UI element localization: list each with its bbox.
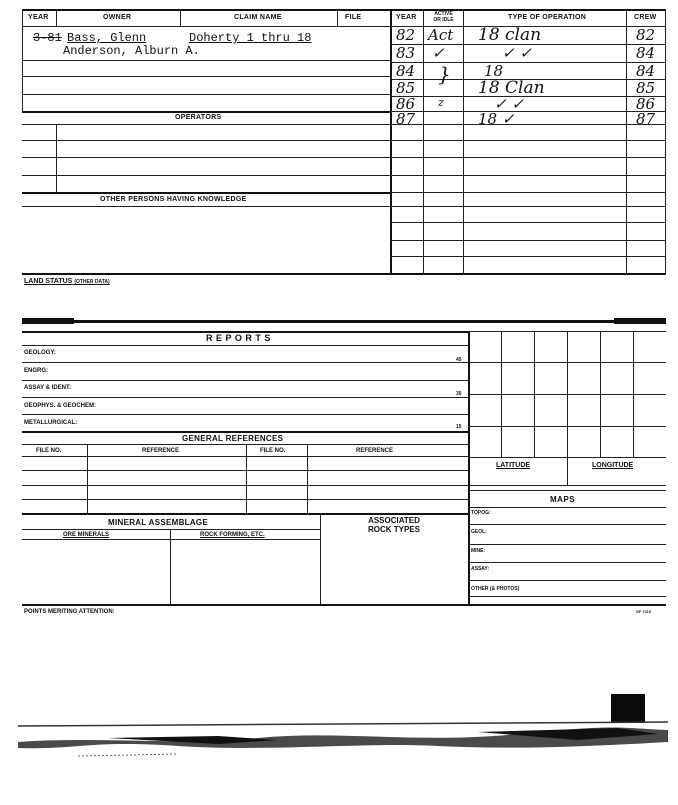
ops-row-1-status: Act: [428, 26, 454, 44]
claim-row-1-claim-name: Doherty 1 thru 18: [189, 31, 312, 45]
ops-header-type-of-operation: TYPE OF OPERATION: [508, 14, 587, 21]
report-metallurgical-num: 15: [456, 424, 462, 430]
ref-col-reference-1: REFERENCE: [142, 448, 180, 454]
maps-title: MAPS: [550, 495, 576, 504]
associated-rock-line1: ASSOCIATED: [368, 516, 420, 525]
report-geology: GEOLOGY:: [24, 350, 56, 356]
longitude-label: LONGITUDE: [592, 462, 634, 469]
general-references-title: GENERAL REFERENCES: [182, 434, 284, 443]
ops-row-2-crew: 84: [636, 44, 656, 62]
land-status: [24, 278, 110, 285]
ops-row-2-operation: ✓ ✓: [502, 44, 532, 62]
report-metallurgical: METALLURGICAL:: [24, 420, 78, 426]
report-geology-num: 45: [456, 357, 462, 363]
claim-row-2-owner: Anderson, Alburn A.: [63, 44, 200, 58]
ops-row-5-operation: ✓ ✓: [494, 95, 524, 113]
maps-other: OTHER (& PHOTOS): [471, 586, 520, 592]
ops-row-6-crew: 87: [636, 110, 656, 128]
maps-topog: TOPOG:: [471, 510, 491, 516]
ref-col-file-no-1: FILE NO.: [36, 448, 62, 454]
ops-row-4-year: 85: [396, 79, 416, 97]
ops-row-2-status: ✓: [432, 44, 445, 62]
maps-assay: ASSAY:: [471, 566, 490, 572]
ops-row-1-year: 82: [396, 26, 416, 44]
mineral-assemblage-title: MINERAL ASSEMBLAGE: [108, 518, 209, 527]
ops-row-1-crew: 82: [636, 26, 656, 44]
ops-header-crew: CREW: [634, 14, 657, 21]
claims-header-file: FILE: [345, 14, 362, 21]
report-geophys: GEOPHYS. & GEOCHEM:: [24, 403, 97, 409]
ops-row-4-crew: 85: [636, 79, 656, 97]
other-persons-label: OTHER PERSONS HAVING KNOWLEDGE: [100, 196, 247, 203]
ops-header-year: YEAR: [396, 14, 417, 21]
ops-row-3-status: }: [438, 62, 451, 86]
reports-title: R E P O R T S: [206, 333, 271, 343]
report-assay-num: 30: [456, 391, 462, 397]
claims-header-claim-name: CLAIM NAME: [234, 14, 282, 21]
rock-forming-label: ROCK FORMING, ETC.: [200, 532, 265, 538]
ops-row-3-year: 84: [396, 62, 416, 80]
ops-row-6-year: 87: [396, 110, 416, 128]
section-divider-bar: [22, 320, 666, 323]
scan-smudge-band: [18, 716, 668, 766]
ref-col-file-no-2: FILE NO.: [260, 448, 286, 454]
associated-rock-line2: ROCK TYPES: [367, 525, 420, 534]
maps-geol: GEOL:: [471, 529, 487, 535]
ops-row-5-status: z: [438, 96, 444, 109]
ops-row-4-operation: 18 Clan: [478, 78, 545, 98]
ops-row-5-year: 86: [396, 95, 416, 113]
ops-row-2-year: 83: [396, 44, 416, 62]
scan-mark-left: [22, 318, 74, 324]
claim-row-1-owner: Bass, Glenn: [67, 31, 147, 45]
maps-mine: MINE:: [471, 548, 486, 554]
ops-row-1-operation: 18 clan: [478, 25, 542, 45]
claims-header-year: YEAR: [28, 14, 49, 21]
ops-header-active: ACTIVE: [434, 11, 453, 17]
claims-header-owner: OWNER: [103, 14, 132, 21]
points-meriting-attention-label: POINTS MERITING ATTENTION:: [24, 609, 115, 615]
ops-row-6-operation: 18 ✓: [478, 110, 515, 128]
form-number: SF 7310: [636, 609, 652, 614]
land-status-label: LAND STATUS: [24, 278, 73, 285]
claim-row-1-year: 3-81: [33, 31, 62, 45]
ops-row-5-crew: 86: [636, 95, 656, 113]
report-assay: ASSAY & IDENT:: [24, 385, 72, 391]
ops-row-3-crew: 84: [636, 62, 656, 80]
report-engrg: ENGRG:: [24, 368, 48, 374]
land-status-sub: (OTHER DATA): [74, 279, 110, 285]
ore-minerals-label: ORE MINERALS: [63, 532, 110, 538]
scan-mark-right: [614, 318, 666, 324]
latitude-label: LATITUDE: [496, 462, 531, 469]
ops-row-3-operation: 18: [484, 62, 504, 80]
ops-header-idle: OR IDLE: [433, 17, 454, 23]
ref-col-reference-2: REFERENCE: [356, 448, 394, 454]
operators-label: OPERATORS: [175, 114, 222, 121]
